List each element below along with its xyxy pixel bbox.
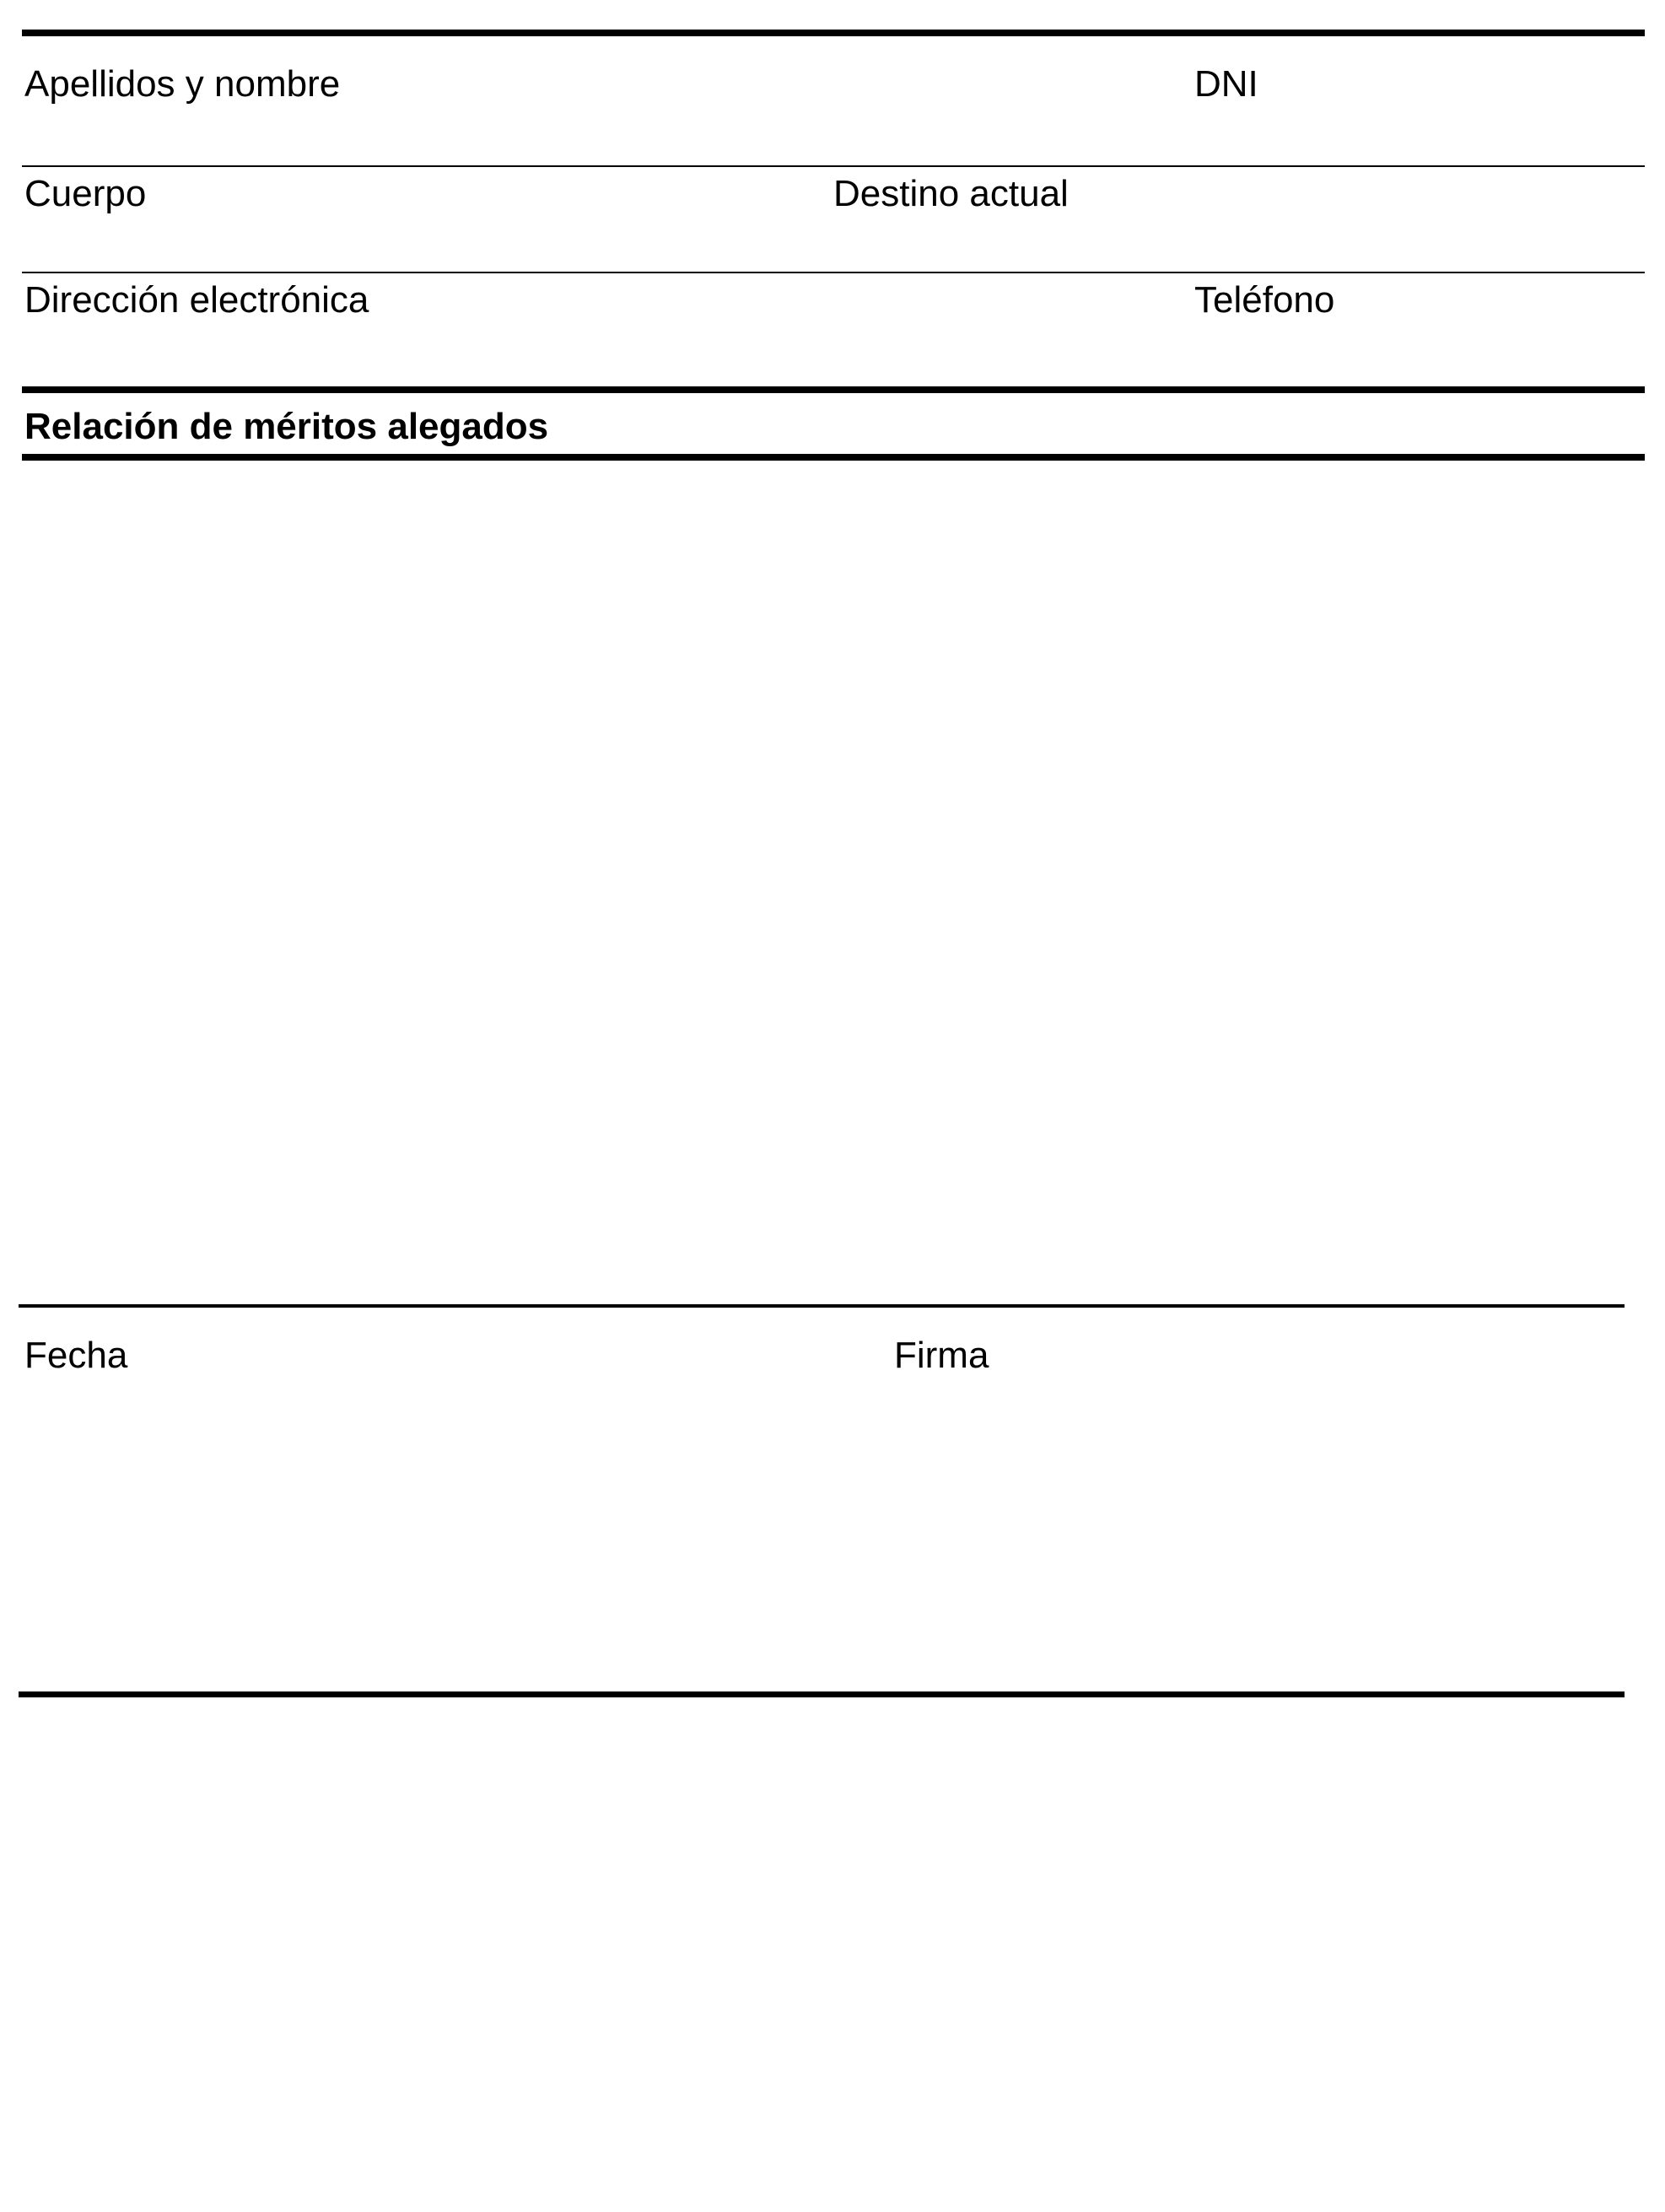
name-field[interactable] bbox=[22, 110, 1186, 164]
bottom-thick-rule bbox=[19, 1691, 1625, 1697]
date-label: Fecha bbox=[24, 1335, 128, 1376]
top-thick-rule bbox=[22, 30, 1645, 36]
name-label: Apellidos y nombre bbox=[24, 63, 341, 105]
email-label: Dirección electrónica bbox=[24, 279, 369, 321]
cuerpo-field[interactable] bbox=[22, 218, 823, 270]
dni-label: DNI bbox=[1194, 63, 1258, 105]
merits-field[interactable] bbox=[22, 464, 1625, 1299]
email-field[interactable] bbox=[22, 326, 1186, 385]
signature-top-rule bbox=[19, 1304, 1625, 1308]
divider-rule-1 bbox=[22, 165, 1645, 167]
cuerpo-label: Cuerpo bbox=[24, 173, 147, 214]
phone-label: Teléfono bbox=[1194, 279, 1335, 321]
destino-field[interactable] bbox=[831, 218, 1645, 270]
signature-label: Firma bbox=[894, 1335, 989, 1376]
section-bottom-rule bbox=[22, 454, 1645, 461]
section-top-rule bbox=[22, 386, 1645, 393]
date-field[interactable] bbox=[22, 1384, 882, 1687]
phone-field[interactable] bbox=[1189, 326, 1645, 385]
merits-heading: Relación de méritos alegados bbox=[24, 406, 549, 447]
signature-field[interactable] bbox=[890, 1384, 1624, 1687]
divider-rule-2 bbox=[22, 272, 1645, 273]
destino-label: Destino actual bbox=[833, 173, 1069, 214]
dni-field[interactable] bbox=[1189, 110, 1645, 164]
